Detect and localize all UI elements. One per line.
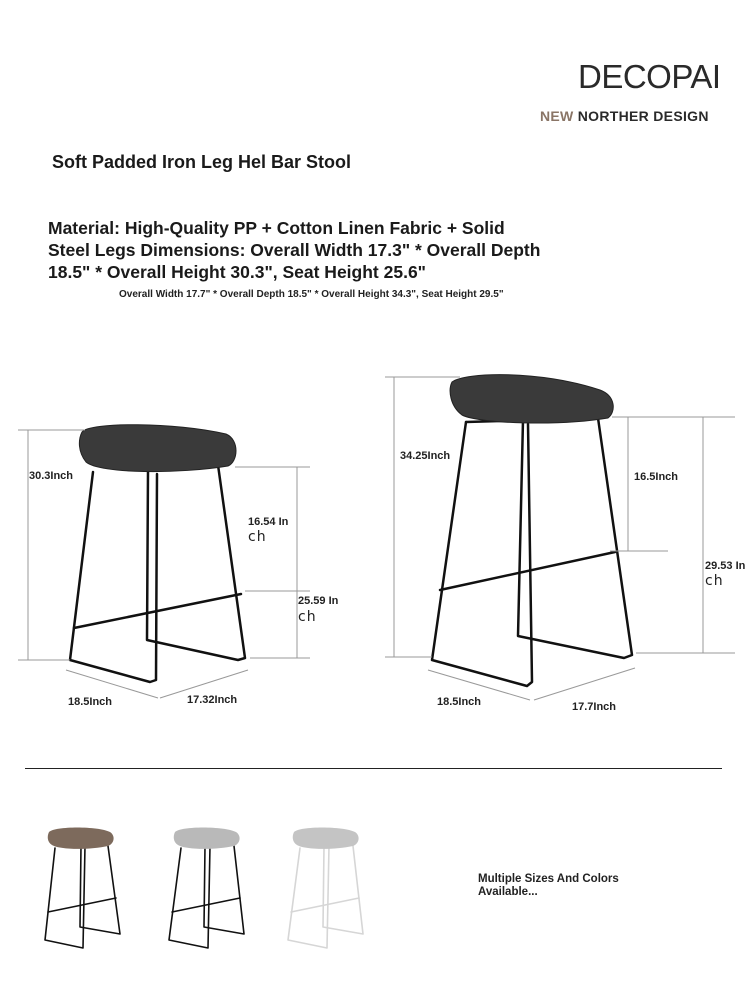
small-seat-height-suffix: ch — [298, 609, 317, 625]
variant-brown-stool — [45, 828, 120, 949]
material-description: Material: High-Quality PP + Cotton Linen Fabric + Solid Steel Legs Dimensions: Overall Width 17.3" * Overall Depth 18.5" * Overall Height 30.3", Seat Height 25.6" — [48, 218, 541, 282]
large-stool-seat — [450, 375, 613, 423]
small-seat-to-footrest-suffix: ch — [248, 529, 267, 545]
large-stool-dimension-lines — [385, 377, 735, 700]
small-stool-illustration — [70, 465, 245, 682]
large-width-label: 17.7Inch — [572, 701, 617, 713]
small-seat-height-label: 25.59 In — [298, 595, 339, 607]
large-seat-height-suffix: ch — [705, 573, 724, 589]
brand-tagline: NEW NORTHER DESIGN — [540, 108, 709, 124]
section-divider — [25, 768, 722, 769]
brand-logo: DECOPAI — [578, 58, 721, 95]
small-width-label: 17.32Inch — [187, 694, 238, 706]
small-stool-seat — [79, 425, 236, 472]
large-overall-height-label: 34.25Inch — [400, 450, 451, 462]
alt-dimensions: Overall Width 17.7" * Overall Depth 18.5" * Overall Height 34.3", Seat Height 29.5" — [119, 289, 504, 300]
variant-white-stool — [288, 828, 363, 949]
product-title: Soft Padded Iron Leg Hel Bar Stool — [52, 152, 352, 172]
large-seat-height-label: 29.53 In — [705, 560, 746, 572]
small-overall-height-label: 30.3Inch — [29, 470, 74, 482]
large-stool-illustration — [432, 418, 632, 686]
small-seat-to-footrest-label: 16.54 In — [248, 516, 289, 528]
small-depth-label: 18.5Inch — [68, 696, 113, 708]
large-seat-to-footrest-label: 16.5Inch — [634, 471, 679, 483]
variants-note: Multiple Sizes And Colors Available... — [478, 873, 619, 898]
variant-grey-stool — [169, 828, 244, 949]
large-depth-label: 18.5Inch — [437, 696, 482, 708]
